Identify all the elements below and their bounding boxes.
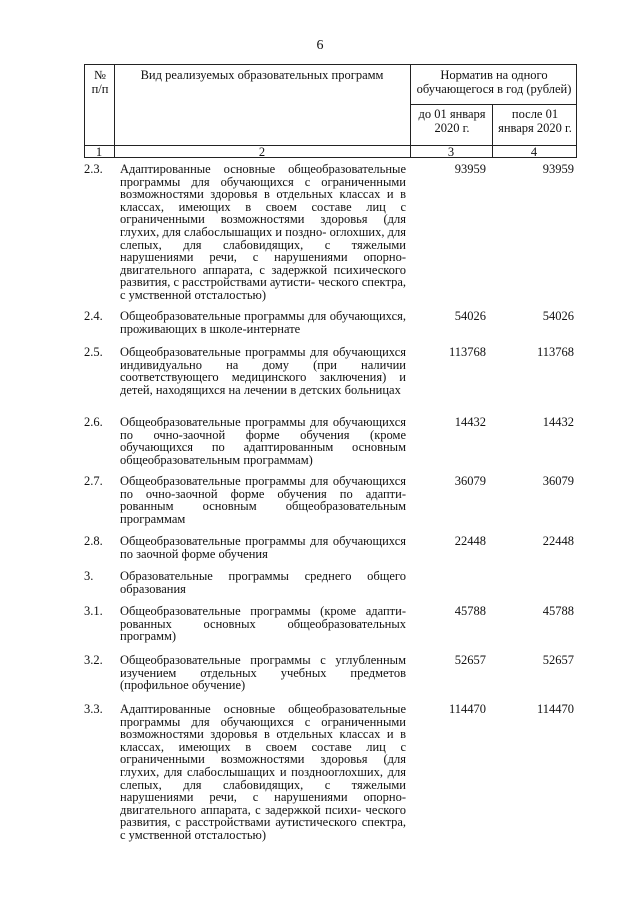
row-number: 2.5. [84, 345, 103, 359]
row-value-after: 114470 [536, 702, 574, 716]
row-value-after: 113768 [536, 345, 574, 359]
row-value-before: 52657 [454, 653, 486, 667]
row-description: Общеобразовательные программы для обучающихся индивидуально на дому (при наличии соответствующего медицинского заключения) и детей, находящихся на лечении в детских больницах [120, 345, 406, 397]
row-description: Общеобразовательные программы для обучающихся по заочной форме обучения [120, 534, 406, 561]
row-value-after: 52657 [542, 653, 574, 667]
header-col-num: № п/п [91, 68, 109, 96]
row-number: 3.2. [84, 653, 103, 667]
header-index-3: 3 [447, 145, 455, 159]
row-number: 3.1. [84, 604, 103, 618]
header-index-2: 2 [258, 145, 266, 159]
row-description: Общеобразовательные программы (кроме адапти- рованных основных общеобразовательных программ) [120, 604, 406, 644]
header-right-border [576, 64, 577, 158]
header-col1-divider [114, 64, 115, 158]
row-value-before: 114470 [448, 702, 486, 716]
row-number: 2.7. [84, 474, 103, 488]
row-value-before: 14432 [454, 415, 486, 429]
row-value-before: 45788 [454, 604, 486, 618]
row-value-before: 54026 [454, 309, 486, 323]
row-description: Общеобразовательные программы для обучающихся по очно-заочной форме обучения (кроме обучающихся по адаптированным основным общеобразовательным программам) [120, 415, 406, 467]
row-value-after: 45788 [542, 604, 574, 618]
header-index-1: 1 [95, 145, 103, 159]
row-number: 2.6. [84, 415, 103, 429]
header-col-program: Вид реализуемых образовательных программ [140, 68, 384, 82]
row-description: Адаптированные основные общеобразовательные программы для обучающихся с ограниченными возможностями здоровья в отдельных классах и в классах, имеющих в своем составе лиц с ограниченными возможностями здоровья (для глухих, для слабослышащих и позднооглохших, для слепых, для слабовидящих, с тяжелыми нарушениями речи, с нарушениями опорно- двигательного аппарата, с задержкой психи- ческого развития, с расстройствами аутистического спектра, с умственной отсталостью) [120, 702, 406, 842]
header-col-norm: Норматив на одного обучающегося в год (рублей) [416, 68, 572, 96]
row-value-after: 54026 [542, 309, 574, 323]
row-description: Адаптированные основные общеобразовательные программы для обучающихся с ограниченными возможностями здоровья в отдельных классах и в классах, имеющих в своем составе лиц с ограниченными возможностями здоровья (для глухих, для слабослышащих и поздно- оглохших, для слепых, для слабовидящих, с тяжелыми нарушениями речи, с нарушениями опорно-двигательного аппарата, с задержкой психического развития, с расстройствами аутисти- ческого спектра, с умственной отсталостью) [120, 162, 406, 302]
row-description: Общеобразовательные программы для обучающихся по очно-заочной форме обучения по адапти- рованным основным общеобразовательным программам [120, 474, 406, 526]
header-col-after: после 01 января 2020 г. [498, 107, 572, 135]
header-col2-divider [410, 64, 411, 158]
header-left-border [84, 64, 85, 158]
row-number: 2.4. [84, 309, 103, 323]
row-description: Общеобразовательные программы с углубленным изучением отдельных учебных предметов (профильное обучение) [120, 653, 406, 693]
table-header [84, 64, 577, 157]
row-value-before: 36079 [454, 474, 486, 488]
row-value-after: 36079 [542, 474, 574, 488]
row-value-after: 93959 [542, 162, 574, 176]
row-description: Общеобразовательные программы для обучающихся, проживающих в школе-интернате [120, 309, 406, 336]
row-number: 3.3. [84, 702, 103, 716]
page-number: 6 [316, 38, 324, 53]
header-top-border [84, 64, 577, 65]
row-number: 2.8. [84, 534, 103, 548]
row-description: Образовательные программы среднего общего образования [120, 569, 406, 596]
header-norm-divider [410, 104, 577, 105]
row-value-after: 22448 [542, 534, 574, 548]
row-number: 3. [84, 569, 94, 583]
row-value-before: 22448 [454, 534, 486, 548]
row-number: 2.3. [84, 162, 103, 176]
row-value-after: 14432 [542, 415, 574, 429]
row-value-before: 113768 [448, 345, 486, 359]
row-value-before: 93959 [454, 162, 486, 176]
header-col-before: до 01 января 2020 г. [418, 107, 486, 135]
header-index-4: 4 [530, 145, 538, 159]
